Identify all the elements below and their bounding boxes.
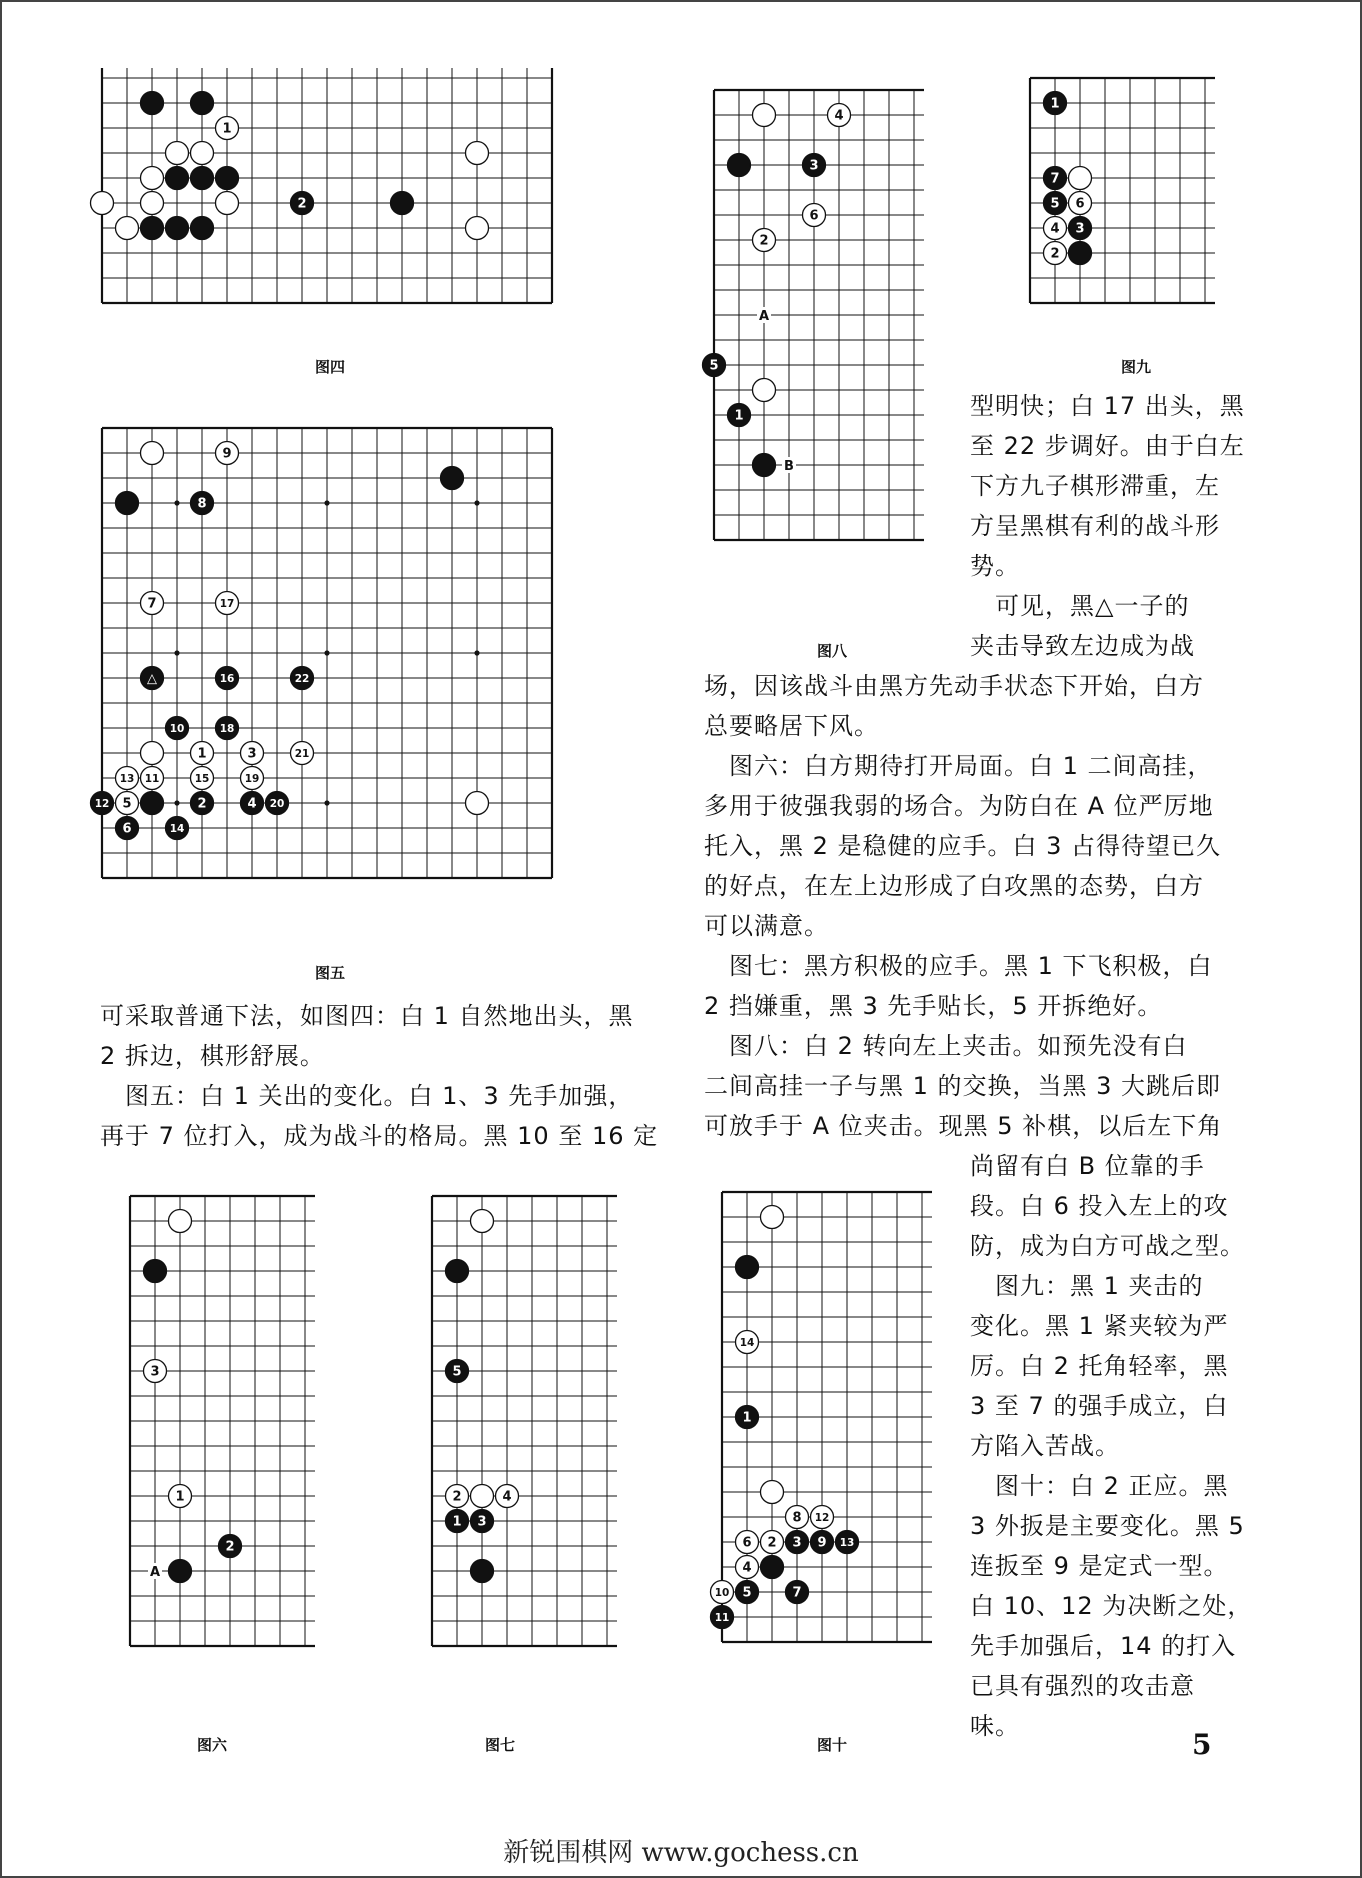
black-stone: [1044, 167, 1067, 190]
point-letter: [757, 307, 771, 324]
black-stone: [216, 717, 239, 740]
black-stone: [836, 1531, 859, 1554]
text-line: 味。: [970, 1712, 1020, 1740]
text-line: 已具有强烈的攻击意: [970, 1672, 1195, 1700]
board-svg: [698, 74, 930, 556]
white-stone: [471, 1210, 494, 1233]
text-line: 场，因该战斗由黑方先动手状态下开始，白方: [704, 672, 1204, 700]
caption-fig7: 图七: [484, 1736, 515, 1754]
star-point: [174, 800, 179, 805]
black-stone: [216, 667, 239, 690]
stone-label: △: [147, 671, 157, 687]
caption-fig5: 图五: [314, 964, 345, 982]
white-stone: [191, 742, 214, 765]
text-line: 下方九子棋形滞重，左: [970, 472, 1220, 500]
stone-label: 4: [1050, 221, 1060, 237]
stone-label: 2: [225, 1539, 235, 1555]
black-stone: [1069, 242, 1092, 265]
stone-label: 4: [834, 108, 844, 124]
black-stone: [811, 1531, 834, 1554]
board-svg: [706, 1176, 938, 1658]
stone-label: 10: [714, 1586, 730, 1599]
black-stone: [141, 92, 164, 115]
white-stone: [169, 1210, 192, 1233]
board-svg: [86, 412, 568, 894]
stone-label: 14: [169, 822, 185, 835]
black-stone: [219, 1535, 242, 1558]
black-stone: [144, 1260, 167, 1283]
stone-label: 17: [219, 597, 235, 610]
caption-fig4: 图四: [314, 358, 345, 376]
white-stone: [91, 192, 114, 215]
white-stone: [736, 1531, 759, 1554]
point-letter: [782, 457, 796, 474]
stone-label: 5: [122, 796, 132, 812]
text-line: 的好点，在左上边形成了白攻黑的态势，白方: [704, 872, 1204, 900]
stone-label: 3: [247, 746, 257, 762]
text-line: 多用于彼强我弱的场合。为防白在 A 位严厉地: [704, 792, 1214, 820]
text-line: 尚留有白 B 位靠的手: [970, 1152, 1205, 1180]
text-line: 型明快；白 17 出头，黑: [970, 392, 1245, 420]
black-stone: [786, 1581, 809, 1604]
stone-label: 5: [1050, 196, 1060, 212]
white-stone: [1069, 192, 1092, 215]
white-stone: [241, 742, 264, 765]
stone-label: 1: [452, 1514, 462, 1530]
black-stone: [191, 792, 214, 815]
go-diagram-fig6: [114, 1180, 321, 1662]
black-stone: [291, 667, 314, 690]
white-stone: [116, 217, 139, 240]
stone-label: 10: [169, 722, 185, 735]
go-diagram-fig7: [416, 1180, 623, 1662]
white-stone: [753, 379, 776, 402]
black-stone: [736, 1406, 759, 1429]
watermark-footer: 新锐围棋网 www.gochess.cn: [503, 1838, 859, 1868]
white-stone: [216, 592, 239, 615]
black-stone: [166, 217, 189, 240]
stone-label: 9: [817, 1535, 827, 1551]
black-stone: [703, 354, 726, 377]
text-line: 可采取普通下法，如图四：白 1 自然地出头，黑: [100, 1002, 634, 1030]
text-line: 图七：黑方积极的应手。黑 1 下飞积极，白: [704, 952, 1213, 980]
text-line: 图八：白 2 转向左上夹击。如预先没有白: [704, 1032, 1188, 1060]
stone-label: 5: [742, 1585, 752, 1601]
stone-label: 11: [144, 772, 160, 785]
black-stone: [1069, 217, 1092, 240]
stone-label: 1: [742, 1410, 752, 1426]
text-right-narrow-b: [970, 1146, 1252, 1746]
stone-label: 6: [1075, 196, 1085, 212]
text-line: 可见，黑△一子的: [970, 592, 1190, 620]
text-line: 图九：黑 1 夹击的: [970, 1272, 1204, 1300]
stone-label: 7: [792, 1585, 802, 1601]
stone-label: 3: [792, 1535, 802, 1551]
black-stone: [141, 792, 164, 815]
white-stone: [141, 767, 164, 790]
board-svg: [416, 1180, 623, 1662]
star-point: [324, 800, 329, 805]
text-line: 防，成为白方可战之型。: [970, 1232, 1245, 1260]
stone-label: 18: [219, 722, 235, 735]
caption-fig10: 图十: [816, 1736, 847, 1754]
white-stone: [761, 1206, 784, 1229]
black-stone: [446, 1360, 469, 1383]
black-stone: [91, 792, 114, 815]
stone-label: 2: [452, 1489, 462, 1505]
text-left-block: [100, 996, 658, 1156]
stone-label: 9: [222, 446, 232, 462]
black-stone: [471, 1560, 494, 1583]
go-diagram-fig10: [706, 1176, 938, 1658]
star-point: [324, 650, 329, 655]
stone-label: 6: [122, 821, 132, 837]
stone-label: 12: [94, 797, 110, 810]
stone-label: 2: [767, 1535, 777, 1551]
caption-fig8: 图八: [816, 642, 847, 660]
stone-label: 4: [742, 1560, 752, 1576]
text-line: 连扳至 9 是定式一型。: [970, 1552, 1229, 1580]
black-stone: [241, 792, 264, 815]
black-stone: [803, 154, 826, 177]
black-stone: [736, 1256, 759, 1279]
white-stone: [141, 592, 164, 615]
stone-label: 1: [1050, 96, 1060, 112]
black-stone: [191, 217, 214, 240]
white-stone: [1044, 242, 1067, 265]
white-stone: [1069, 167, 1092, 190]
stone-label: 7: [1050, 171, 1060, 187]
black-stone: [291, 192, 314, 215]
white-stone: [471, 1485, 494, 1508]
text-line: 至 22 步调好。由于白左: [970, 432, 1245, 460]
page-number: 5: [1192, 1728, 1212, 1761]
stone-label: 1: [197, 746, 207, 762]
stone-label: 13: [119, 772, 135, 785]
caption-fig6: 图六: [196, 1736, 227, 1754]
white-stone: [116, 767, 139, 790]
stone-label: 16: [219, 672, 235, 685]
text-line: 势。: [970, 552, 1020, 580]
go-diagram-fig4: [86, 62, 568, 319]
stone-label: 3: [1075, 221, 1085, 237]
black-stone: [141, 667, 164, 690]
star-point: [174, 500, 179, 505]
black-stone: [266, 792, 289, 815]
board-svg: [1014, 62, 1221, 319]
white-stone: [144, 1360, 167, 1383]
black-stone: [191, 92, 214, 115]
stone-label: 8: [792, 1510, 802, 1526]
text-line: 方呈黑棋有利的战斗形: [970, 512, 1220, 540]
text-line: 厉。白 2 托角轻率，黑: [970, 1352, 1229, 1380]
black-stone: [391, 192, 414, 215]
white-stone: [753, 104, 776, 127]
black-stone: [116, 492, 139, 515]
stone-label: 1: [175, 1489, 185, 1505]
board-svg: [86, 62, 568, 319]
go-diagram-fig9: [1014, 62, 1221, 319]
black-stone: [736, 1581, 759, 1604]
white-stone: [761, 1481, 784, 1504]
stone-label: 1: [222, 121, 232, 137]
stone-label: 3: [477, 1514, 487, 1530]
black-stone: [166, 167, 189, 190]
white-stone: [1044, 217, 1067, 240]
stone-label: 2: [297, 196, 307, 212]
black-stone: [1044, 192, 1067, 215]
text-line: 图十：白 2 正应。黑: [970, 1472, 1229, 1500]
text-line: 2 挡嫌重，黑 3 先手贴长，5 开拆绝好。: [704, 992, 1163, 1020]
text-line: 总要略居下风。: [704, 712, 879, 740]
text-line: 二间高挂一子与黑 1 的交换，当黑 3 大跳后即: [704, 1072, 1222, 1100]
text-line: 可以满意。: [704, 912, 829, 940]
board-svg: [114, 1180, 321, 1662]
point-letter-label: A: [758, 309, 770, 324]
go-diagram-fig8: [698, 74, 930, 556]
white-stone: [141, 192, 164, 215]
stone-label: 3: [809, 158, 819, 174]
black-stone: [191, 167, 214, 190]
white-stone: [736, 1331, 759, 1354]
caption-fig9: 图九: [1120, 358, 1151, 376]
star-point: [324, 500, 329, 505]
point-letter-label: A: [149, 1565, 161, 1580]
white-stone: [141, 167, 164, 190]
black-stone: [1044, 92, 1067, 115]
stone-label: 22: [294, 672, 310, 685]
black-stone: [728, 154, 751, 177]
star-point: [474, 500, 479, 505]
black-stone: [753, 454, 776, 477]
stone-label: 21: [294, 747, 310, 760]
go-diagram-fig5: [86, 412, 568, 894]
text-line: 图五：白 1 关出的变化。白 1、3 先手加强，: [100, 1082, 634, 1110]
stone-label: 5: [452, 1364, 462, 1380]
text-line: 图六：白方期待打开局面。白 1 二间高挂，: [704, 752, 1213, 780]
stone-label: 7: [147, 596, 157, 612]
white-stone: [736, 1556, 759, 1579]
white-stone: [216, 117, 239, 140]
white-stone: [166, 142, 189, 165]
black-stone: [116, 817, 139, 840]
white-stone: [141, 742, 164, 765]
text-line: 2 拆边，棋形舒展。: [100, 1042, 325, 1070]
text-line: 托入，黑 2 是稳健的应手。白 3 占得待望已久: [704, 832, 1222, 860]
white-stone: [753, 229, 776, 252]
text-line: 白 10、12 为决断之处，: [970, 1592, 1253, 1620]
stone-label: 8: [197, 496, 207, 512]
stone-label: 14: [739, 1336, 755, 1349]
stone-label: 19: [244, 772, 260, 785]
stone-label: 6: [809, 208, 819, 224]
stone-label: 4: [247, 796, 257, 812]
text-line: 段。白 6 投入左上的攻: [970, 1192, 1229, 1220]
stone-label: 3: [150, 1364, 160, 1380]
stone-label: 13: [839, 1536, 855, 1549]
black-stone: [786, 1531, 809, 1554]
white-stone: [803, 204, 826, 227]
star-point: [174, 650, 179, 655]
white-stone: [446, 1485, 469, 1508]
black-stone: [216, 167, 239, 190]
white-stone: [711, 1581, 734, 1604]
stone-label: 20: [269, 797, 285, 810]
white-stone: [466, 217, 489, 240]
text-line: 变化。黑 1 紧夹较为严: [970, 1312, 1229, 1340]
black-stone: [728, 404, 751, 427]
black-stone: [169, 1560, 192, 1583]
text-line: 3 外扳是主要变化。黑 5: [970, 1512, 1245, 1540]
white-stone: [141, 442, 164, 465]
stone-label: 5: [709, 358, 719, 374]
text-line: 夹击导致左边成为战: [970, 632, 1195, 660]
black-stone: [191, 492, 214, 515]
stone-label: 11: [714, 1611, 730, 1624]
text-line: 可放手于 A 位夹击。现黑 5 补棋，以后左下角: [704, 1112, 1223, 1140]
white-stone: [191, 142, 214, 165]
white-stone: [241, 767, 264, 790]
text-line: 方陷入苦战。: [970, 1432, 1120, 1460]
stone-label: 1: [734, 408, 744, 424]
black-stone: [471, 1510, 494, 1533]
black-stone: [446, 1510, 469, 1533]
text-right-wide: [704, 666, 1222, 1146]
white-stone: [116, 792, 139, 815]
stone-label: 12: [814, 1511, 830, 1524]
point-letter-label: B: [784, 459, 794, 474]
stone-label: 2: [197, 796, 207, 812]
white-stone: [216, 442, 239, 465]
stone-label: 4: [502, 1489, 512, 1505]
black-stone: [761, 1556, 784, 1579]
black-stone: [441, 467, 464, 490]
white-stone: [786, 1506, 809, 1529]
point-letter: [148, 1563, 162, 1580]
stone-label: 15: [194, 772, 210, 785]
white-stone: [216, 192, 239, 215]
white-stone: [191, 767, 214, 790]
text-right-narrow-a: [970, 386, 1245, 666]
text-line: 先手加强后，14 的打入: [970, 1632, 1237, 1660]
star-point: [474, 650, 479, 655]
white-stone: [811, 1506, 834, 1529]
text-line: 再于 7 位打入，成为战斗的格局。黑 10 至 16 定: [100, 1122, 659, 1150]
white-stone: [496, 1485, 519, 1508]
stone-label: 2: [1050, 246, 1060, 262]
black-stone: [141, 217, 164, 240]
black-stone: [166, 817, 189, 840]
black-stone: [711, 1606, 734, 1629]
white-stone: [761, 1531, 784, 1554]
stone-label: 6: [742, 1535, 752, 1551]
stone-label: 2: [759, 233, 769, 249]
white-stone: [169, 1485, 192, 1508]
white-stone: [466, 792, 489, 815]
black-stone: [166, 717, 189, 740]
text-line: 3 至 7 的强手成立，白: [970, 1392, 1229, 1420]
black-stone: [446, 1260, 469, 1283]
white-stone: [291, 742, 314, 765]
white-stone: [828, 104, 851, 127]
white-stone: [466, 142, 489, 165]
